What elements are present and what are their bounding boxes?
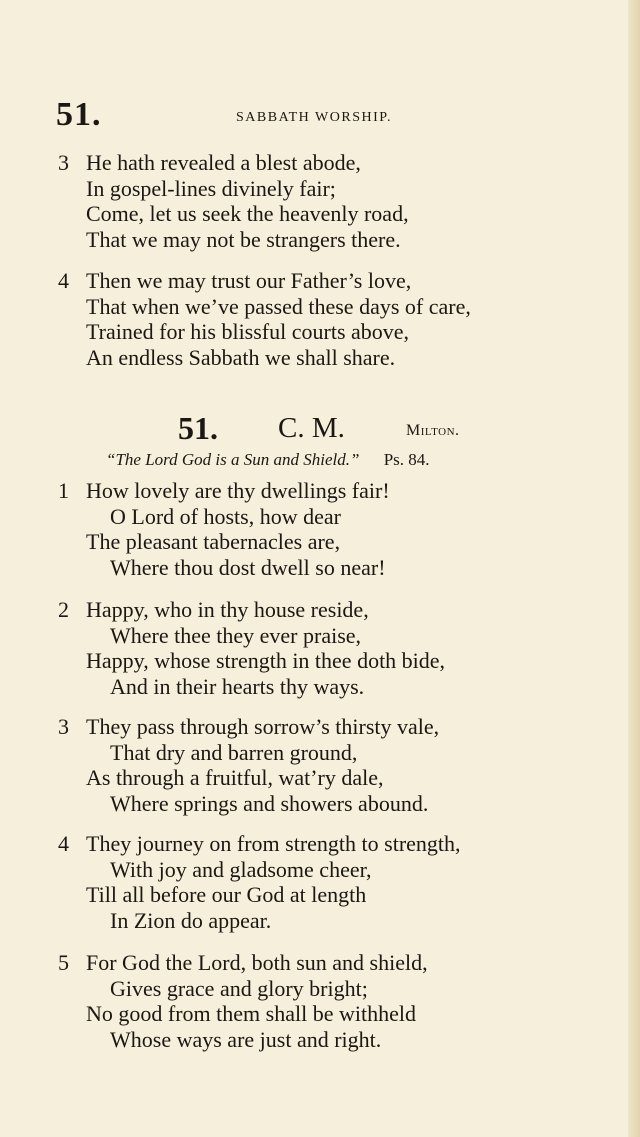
verse-text: Gives grace and glory bright; (110, 975, 368, 1001)
verse-text: They journey on from strength to strength, (86, 831, 461, 856)
hymn-heading (178, 410, 498, 450)
verse-text: In Zion do appear. (110, 907, 272, 933)
verse-text: Where thou dost dwell so near! (110, 554, 386, 580)
verse-text: Happy, whose strength in thee doth bide, (86, 648, 446, 673)
verse-text: That we may not be strangers there. (86, 226, 401, 252)
verse-line (58, 294, 618, 320)
verse-line (58, 623, 618, 649)
verse-line (58, 1027, 618, 1053)
stanza (58, 478, 618, 580)
hymn-tune: Milton. (406, 422, 460, 439)
verse-line (58, 227, 618, 253)
verse-text: In gospel-lines divinely fair; (86, 175, 336, 201)
verse-text: Where thee they ever praise, (110, 622, 362, 648)
verse-line (58, 674, 618, 700)
verse-line (58, 857, 618, 883)
verse-line (58, 908, 618, 934)
verse-line (58, 478, 618, 504)
verse-line (58, 504, 618, 530)
verse-line (58, 791, 618, 817)
verse-line (58, 882, 618, 908)
verse-text: An endless Sabbath we shall share. (86, 344, 396, 370)
verse-line (58, 150, 618, 176)
verse-line (58, 765, 618, 791)
verse-line (58, 831, 618, 857)
running-title: SABBATH WORSHIP. (236, 110, 392, 125)
verse-text: How lovely are thy dwellings fair! (86, 478, 390, 503)
verse-text: For God the Lord, both sun and shield, (86, 950, 428, 975)
verse-line (58, 648, 618, 674)
verse-text: O Lord of hosts, how dear (110, 503, 341, 529)
verse-text: Then we may trust our Father’s love, (86, 268, 412, 293)
verse-text: And in their hearts thy ways. (110, 673, 365, 699)
verse-text: Come, let us seek the heavenly road, (86, 201, 409, 226)
stanza-number: 4 (58, 268, 69, 293)
verse-line (58, 555, 618, 581)
stanza-number: 4 (58, 831, 69, 856)
page-header (56, 96, 426, 136)
stanza (58, 268, 618, 370)
verse-line (58, 268, 618, 294)
verse-line (58, 1001, 618, 1027)
page-edge (628, 0, 640, 1137)
stanza-number: 1 (58, 478, 69, 503)
verse-text: Till all before our God at length (86, 882, 367, 907)
verse-text: As through a fruitful, wat’ry dale, (86, 765, 384, 790)
verse-text: He hath revealed a blest abode, (86, 150, 361, 175)
verse-text: With joy and gladsome cheer, (110, 856, 372, 882)
stanza-number: 2 (58, 597, 69, 622)
verse-line (58, 529, 618, 555)
verse-text: Happy, who in thy house reside, (86, 597, 369, 622)
stanza (58, 150, 618, 252)
verse-text: The pleasant tabernacles are, (86, 529, 341, 554)
page-number: 51. (56, 96, 102, 133)
verse-text: They pass through sorrow’s thirsty vale, (86, 714, 440, 739)
verse-line (58, 201, 618, 227)
stanza-number: 3 (58, 714, 69, 739)
stanza (58, 831, 618, 933)
epigraph-quote: “The Lord God is a Sun and Shield.” (106, 450, 360, 469)
verse-line (58, 950, 618, 976)
stanza (58, 950, 618, 1052)
verse-line (58, 714, 618, 740)
verse-text: Whose ways are just and right. (110, 1026, 382, 1052)
verse-text: Trained for his blissful courts above, (86, 319, 410, 344)
verse-line (58, 740, 618, 766)
verse-line (58, 597, 618, 623)
verse-text: That when we’ve passed these days of care, (86, 293, 471, 319)
hymn-epigraph (106, 450, 566, 474)
verse-line (58, 319, 618, 345)
verse-text: No good from them shall be withheld (86, 1001, 416, 1026)
hymn-number: 51. (178, 410, 218, 446)
stanza (58, 714, 618, 816)
verse-line (58, 176, 618, 202)
stanza (58, 597, 618, 699)
scripture-reference: Ps. 84. (383, 450, 430, 469)
verse-line (58, 976, 618, 1002)
stanza-number: 5 (58, 950, 69, 975)
verse-text: Where springs and showers abound. (110, 790, 429, 816)
verse-line (58, 345, 618, 371)
verse-text: That dry and barren ground, (110, 739, 358, 765)
hymn-meter: C. M. (278, 412, 345, 444)
stanza-number: 3 (58, 150, 69, 175)
